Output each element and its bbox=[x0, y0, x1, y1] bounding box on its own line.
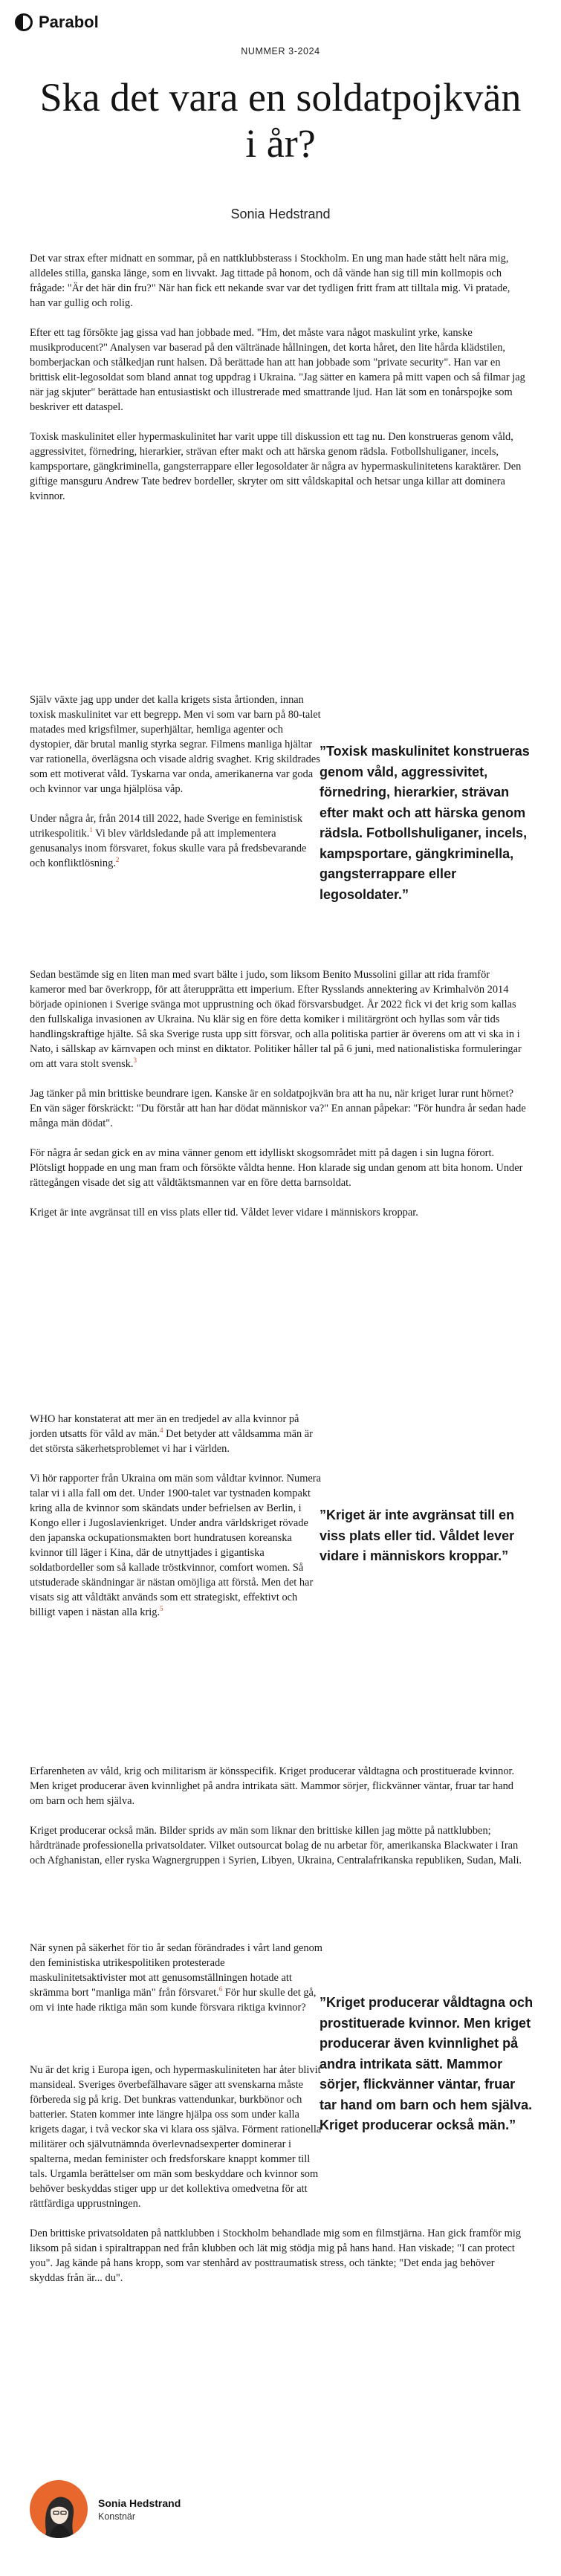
site-header bbox=[15, 10, 99, 34]
paragraph bbox=[30, 1471, 323, 1620]
issue-label: NUMMER 3-2024 bbox=[241, 46, 320, 56]
brand-name[interactable]: Parabol bbox=[39, 13, 99, 31]
paragraph-text: För hur skulle det gå, om vi inte hade riktiga män som kunde försvara riktiga kvinnor? bbox=[30, 1987, 317, 2014]
paragraph: Det var strax efter midnatt en sommar, på en nattklubbsterass i Stockholm. En ung man hade stått helt nära mig, alldeles stilla, ganska länge, som en livvakt. Jag tittade på honom, och då vände han sig till min kollmopis och frågade: "Är det här din fru?" När han fick ett nekande svar var det tydligen fritt fram att tilltala mig. Vi pratade, han var gullig och rolig. bbox=[30, 253, 510, 309]
footnote-ref[interactable]: 1 bbox=[89, 826, 93, 834]
article-body-narrow-3 bbox=[30, 1941, 323, 2030]
paragraph-text: Det betyder att våldsamma män är det största säkerhetsproblemet vi har i världen. bbox=[30, 1428, 313, 1455]
author-portrait-icon bbox=[30, 2480, 88, 2538]
pull-quote: ”Kriget producerar våldtagna och prostituerade kvinnor. Men kriget producerar även kvinnlighet på andra intrikata sätt. Mammor sörjer, flickvänner väntar, fruar tar hand om barn och hem själva. Kriget producerar också män.” bbox=[320, 1995, 534, 2132]
paragraph-text: Sedan bestämde sig en liten man med svart bälte i judo, som liksom Benito Mussolini gillar att rida framför kameror med bar överkropp, för att återupprätta ett imperium. Efter Rysslands annektering av Krimhalvön 2014 började opinionen i Sverige svänga mot upprustning och ökad försvarsbudget. År 2022 fick vi det krig som kallas den fullskaliga invasionen av Ukraina. Nu klär sig en före detta komiker i militärgrönt och hyllas som vår tids handlingskraftige hjälte. Så ska Sverige rusta upp sitt försvar, och alla politiska partier är överens om att vi ska in i Nato, i sällskap av kärnvapen och minst en diktator. Politiker håller tal på 6 juni, med nationalistiska formuleringar om att vara stolt svensk. bbox=[30, 969, 522, 1070]
author-avatar[interactable] bbox=[30, 2480, 88, 2538]
footnote-ref[interactable]: 5 bbox=[160, 1605, 163, 1613]
pull-quote: ”Toxisk maskulinitet konstrueras genom våld, aggressivitet, förnedring, hierarkier, strävan efter makt och att härska genom rädsla. Fotbollshuliganer, incels, kampsportare, gängkriminella, gangsterrappare eller legosoldater.” bbox=[320, 744, 530, 902]
paragraph bbox=[30, 811, 323, 871]
paragraph bbox=[30, 967, 528, 1071]
paragraph: Kriget producerar också män. Bilder sprids av män som liknar den brittiske killen jag mötte på nattklubben; hårdtränade professionella privatsoldater. Vilket outsourcat bolag de nu arbetar för, amerikanska Blackwater i Iran och Afghanistan, eller ryska Wagnergruppen i Syrien, Libyen, Ukraina, Centralafrikanska republiken, Sudan, Mali. bbox=[30, 1825, 522, 1866]
article-body-narrow-1 bbox=[30, 692, 323, 886]
article-author: Sonia Hedstrand bbox=[230, 207, 331, 221]
paragraph-text: WHO har konstaterat att mer än en tredjedel av alla kvinnor på jorden utsatts för våld av män. bbox=[30, 1413, 299, 1440]
paragraph-text: Under några år, från 2014 till 2022, hade Sverige en feministisk utrikespolitik. bbox=[30, 813, 303, 840]
paragraph: Nu är det krig i Europa igen, och hypermaskuliniteten har åter blivit mansideal. Sveriges överbefälhavare säger att svenskarna måste förbereda sig på krig. Det bunkras vattendunkar, burkbönor och batterier. Staten kommer inte längre hjälpa oss som under kalla krigets dagar, i två veckor ska vi klara oss själva. Förment rationella militärer och självutnämnda överlevnadsexperter dominerar i spalterna, medan feminister och fredsforskare knappt kommer till tals. Urgamla berättelser om män som beskyddare och kvinnor som behöver beskyddas stiger upp ur det kollektiva omedvetna för att rättfärdiga upprustningen. bbox=[30, 2064, 322, 2210]
footnote-ref[interactable]: 2 bbox=[115, 856, 120, 864]
author-role: Konstnär bbox=[98, 2511, 136, 2522]
author-name: Sonia Hedstrand bbox=[98, 2496, 181, 2509]
footnote-ref[interactable]: 4 bbox=[160, 1427, 163, 1435]
article-body-intro bbox=[30, 251, 528, 519]
paragraph: Själv växte jag upp under det kalla krigets sista årtionden, innan toxisk maskulinitet var ett begrepp. Men vi som var barn på 80-talet matades med krigsfilmer, superhjältar, hemliga agenter och dystopier, där brutal manlig styrka segrar. Filmens manliga hjältar var rationella, överlägsna och visade aldrig svaghet. Krig skildrades som ett motiverat våld. Tyskarna var onda, amerikanerna var goda och kvinnor var unga hjälplösa våp. bbox=[30, 694, 321, 795]
paragraph-text: Vi blev världsledande på att implementera genusanalys inom försvaret, fokus skulle vara på fredsbevarande och konfliktlösning. bbox=[30, 828, 307, 869]
paragraph-text: När synen på säkerhet för tio år sedan förändrades i vårt land genom den feministiska utrikespolitiken protesterade maskulinitetsaktivister mot att genusomställningen hotade att skrämma bort "manliga män" från försvaret. bbox=[30, 1942, 322, 1999]
paragraph-text: Vi hör rapporter från Ukraina om män som våldtar kvinnor. Numera talar vi i alla fall om det. Under 1900-talet var tystnaden kompakt kring alla de kvinnor som skändats under befrielsen av Berlin, i Kongo eller i Jugoslavienkriget. Under andra världskriget rövade den japanska ockupationsmakten bort hundratusen koreanska kvinnor till läger i Kina, där de utnyttjades i gigantiska soldatbordeller som så kallade tröstkvinnor, comfort women. Så utstuderade skändningar är nästan omöjliga att förstå. Men det har visats sig att våldtäkt används som ett strategiskt, effektivt och billigt vapen i nästan alla krig. bbox=[30, 1473, 321, 1618]
paragraph: Toxisk maskulinitet eller hypermaskulinitet har varit uppe till diskussion ett tag nu. Den konstrueras genom våld, aggressivitet, förnedring, hierarkier, strävan efter makt och att härska genom rädsla. Fotbollshuliganer, incels, kampsportare, gängkriminella, gangsterrappare eller legosoldater är några av hypermaskulinitetens karaktärer. Den giftige mansguru Andrew Tate bedrev bordeller, skryter om sitt våldskapital och hetsar unga killar att dominera kvinnor. bbox=[30, 431, 522, 502]
paragraph: Jag tänker på min brittiske beundrare igen. Kanske är en soldatpojkvän bra att ha nu, när kriget lurar runt hörnet? En vän säger förskräckt: "Du förstår att han har dödat människor va?" En annan påpekar: "För hundra år sedan hade många män dödat". bbox=[30, 1088, 526, 1129]
article-body-who bbox=[30, 1412, 323, 1635]
footnote-ref[interactable]: 6 bbox=[218, 1985, 223, 1993]
paragraph: Erfarenheten av våld, krig och militarism är könsspecifik. Kriget producerar våldtagna och prostituerade kvinnor. Men kriget producerar även kvinnlighet på andra intrikata sätt. Mammor sörjer, flickvänner väntar, fruar tar hand om barn och hem själva. bbox=[30, 1765, 515, 1807]
paragraph: Efter ett tag försökte jag gissa vad han jobbade med. "Hm, det måste vara något maskulint yrke, kanske musikproducent?" Analysen var baserad på den vältränade hållningen, det korta håret, den lite hårda klädstilen, bomberjackan och stålkedjan runt halsen. Då berättade han att han jobbade som "private security". Han var en brittisk elit-legosoldat som bland annat tog uppdrag i Ukraina. "Jag sätter en kamera på mitt vapen och så filmar jag när jag skjuter" berättade han entusiastiskt och illustrerade med smattrande ljud. Han lät som en tonårspojke som beskriver ett dataspel. bbox=[30, 327, 525, 413]
parabol-logo-icon[interactable] bbox=[15, 13, 33, 31]
author-footer bbox=[30, 2480, 181, 2538]
paragraph: För några år sedan gick en av mina vänner genom ett idylliskt skogsområdet mitt på dagen i sin lugna förort. Plötsligt hoppade en ung man fram och försökte våldta henne. Hon klarade sig undan genom att bita honom. Under rättegången visade det sig att våldtäktsmannen var en före detta barnsoldat. bbox=[30, 1147, 523, 1189]
paragraph: Kriget är inte avgränsat till en viss plats eller tid. Våldet lever vidare i människors kroppar. bbox=[30, 1207, 418, 1219]
article-body-after-2 bbox=[30, 1764, 528, 1883]
paragraph bbox=[30, 1412, 323, 1456]
pull-quote: ”Kriget är inte avgränsat till en viss plats eller tid. Våldet lever vidare i människors kroppar.” bbox=[320, 1508, 515, 1563]
footnote-ref[interactable]: 3 bbox=[133, 1057, 137, 1065]
article-body-end bbox=[30, 2063, 528, 2300]
article-body-mid bbox=[30, 967, 528, 1235]
paragraph bbox=[30, 1941, 323, 2015]
author-meta bbox=[98, 2497, 181, 2522]
article-title: Ska det vara en soldatpojkvän i år? bbox=[39, 75, 522, 166]
paragraph: Den brittiske privatsoldaten på nattklubben i Stockholm behandlade mig som en filmstjärna. Han gick framför mig liksom på sidan i spiraltrappan ned från klubben och lät mig stödja mig på hans hand. Han viskade; "I can protect you". Jag kände på hans kropp, som var stenhård av posttraumatisk stress, och tänkte; "Det enda jag behöver skyddas från är... du". bbox=[30, 2228, 522, 2284]
